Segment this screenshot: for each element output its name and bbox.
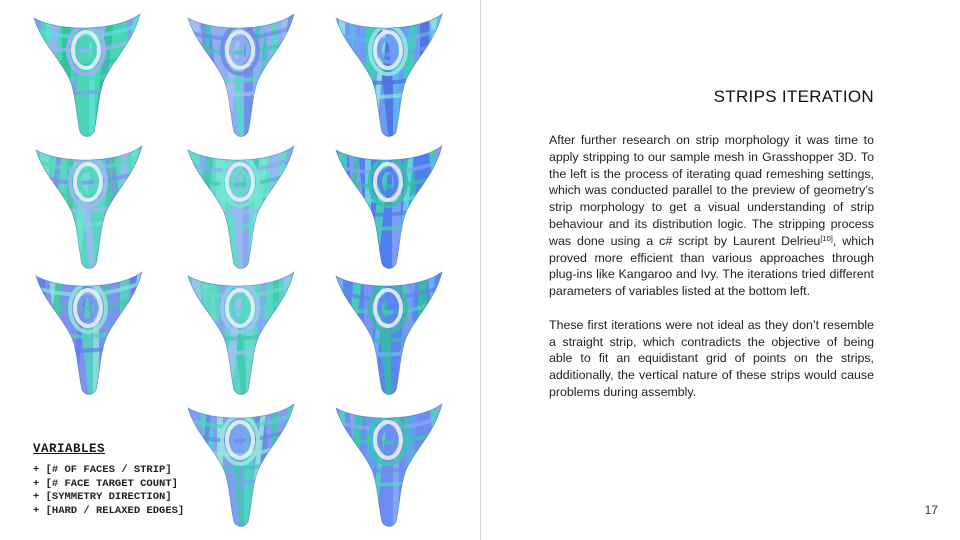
column-divider xyxy=(480,0,481,540)
mesh-iteration-4 xyxy=(30,142,148,270)
paragraph-2: These first iterations were not ideal as they don’t resemble a straight strip, which contradicts the objective of being able to fit an equidistant grid of points on the strips, additionally, the vertical nature of these strips would cause problems during assembly. xyxy=(549,317,874,399)
page-number: 17 xyxy=(924,503,938,517)
variable-item: + [# OF FACES / STRIP] xyxy=(33,464,172,476)
paragraph-1-part-b: , which proved more efficient than various approaches through plug-ins like Kangaroo and Ivy. The iterations tried different parameters of variables listed at the bottom left. xyxy=(549,233,874,299)
mesh-iteration-1 xyxy=(28,10,146,138)
paragraph-1-part-a: After further research on strip morphology it was time to apply stripping to our sample mesh in Grasshopper 3D. To the left is the process of iterating quad remeshing settings, which was conducted parallel to the preview of geometry’s strip morphology to get a visual understanding of strip behaviour and its distribution logic. The stripping process was done using a c# script by Laurent Delrieu xyxy=(549,133,874,248)
mesh-iteration-11 xyxy=(330,400,448,528)
paragraph-1 xyxy=(549,132,874,300)
variable-item: + [# FACE TARGET COUNT] xyxy=(33,477,178,490)
description-text xyxy=(549,132,874,418)
variable-item: + [HARD / RELAXED EDGES] xyxy=(33,504,185,517)
mesh-iteration-3 xyxy=(330,10,448,138)
variables-list xyxy=(33,464,184,518)
variables-heading: VARIABLES xyxy=(33,442,106,456)
mesh-iteration-5 xyxy=(182,142,300,270)
mesh-iteration-7 xyxy=(30,268,148,396)
variable-item: + [SYMMETRY DIRECTION] xyxy=(33,491,172,503)
citation-marker: [10] xyxy=(820,233,833,243)
slide-title: STRIPS ITERATION xyxy=(713,87,874,106)
mesh-iteration-9 xyxy=(330,268,448,396)
mesh-iteration-6 xyxy=(330,142,448,270)
mesh-iteration-10 xyxy=(182,400,300,528)
variables-panel xyxy=(33,442,184,518)
mesh-iteration-8 xyxy=(182,268,300,396)
mesh-iteration-2 xyxy=(182,10,300,138)
